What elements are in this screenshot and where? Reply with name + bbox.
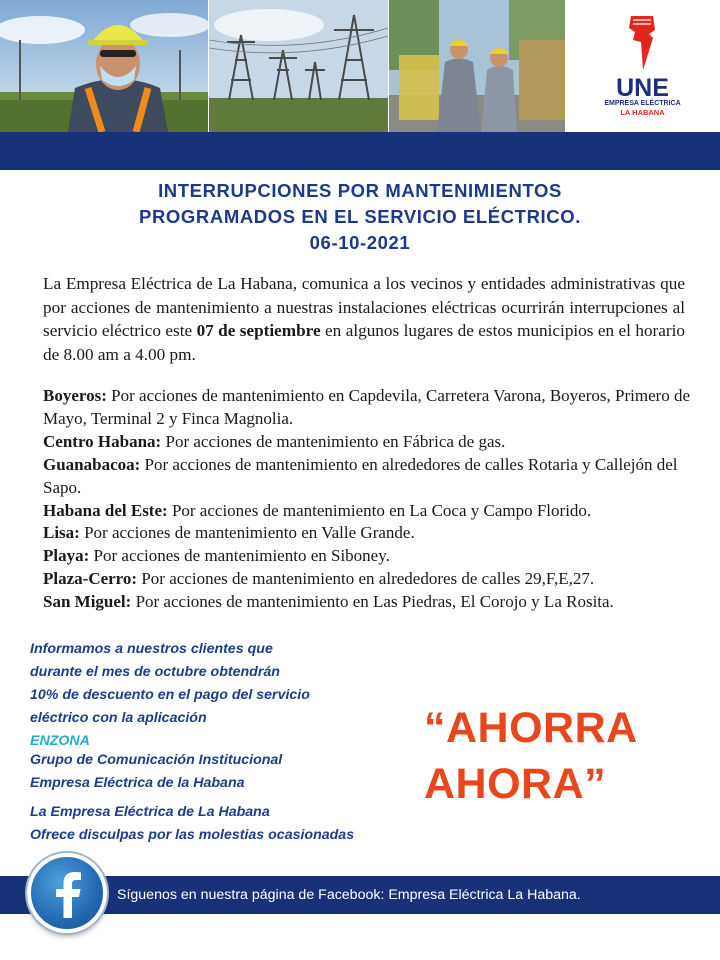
discount-notice (30, 638, 410, 753)
municipality-name: Habana del Este: (43, 500, 168, 520)
municipality-detail: Por acciones de mantenimiento en Siboney. (89, 546, 390, 566)
promo-line-1: Informamos a nuestros clientes que (30, 641, 273, 657)
facebook-follow-text: Síguenos en nuestra página de Facebook: Empresa Eléctrica La Habana. (117, 887, 581, 903)
logo-wordmark: UNE (616, 74, 669, 102)
municipality-name: Boyeros: (43, 386, 107, 405)
apology-notice (30, 801, 410, 847)
list-item (43, 545, 703, 568)
photo-workers-repair (389, 0, 565, 132)
facebook-icon[interactable] (27, 853, 107, 933)
municipality-name: Playa: (43, 546, 90, 566)
intro-text-end: en algunos lugares de estos municipios en el horario de 8.00 am a 4.00 pm. (43, 321, 685, 364)
group-line-1: Grupo de Comunicación Institucional (30, 752, 283, 768)
list-item (43, 454, 703, 500)
list-item (43, 500, 703, 523)
slogan-line-2: AHORA” (424, 760, 607, 808)
apology-line-2: Ofrece disculpas por las molestias ocasionadas (30, 827, 355, 843)
municipality-name: Guanabacoa: (43, 454, 141, 474)
une-logo (565, 0, 720, 132)
footer-bar (0, 876, 720, 914)
slogan-line-1: “AHORRA (424, 704, 638, 752)
title-date: 06-10-2021 (309, 232, 411, 253)
municipality-name: Lisa: (43, 523, 80, 543)
municipality-detail: Por acciones de mantenimiento en La Coca y Campo Florido. (167, 500, 592, 520)
list-item (43, 568, 703, 591)
promo-line-3: 10% de descuento en el pago del servicio (30, 687, 310, 703)
municipality-detail: Por acciones de mantenimiento en alrededores de calles Rotaria y Callejón del Sapo. (43, 454, 678, 497)
title-line-2: PROGRAMADOS EN EL SERVICIO ELÉCTRICO. (139, 206, 581, 227)
intro-paragraph (43, 272, 685, 366)
list-item (43, 431, 703, 454)
list-item (43, 591, 703, 614)
logo-subtitle: EMPRESA ELÉCTRICA (604, 100, 681, 107)
raised-fist-lightning-icon (623, 12, 663, 70)
municipality-detail: Por acciones de mantenimiento en Las Piedras, El Corojo y La Rosita. (131, 592, 614, 612)
intro-text: La Empresa Eléctrica de La Habana, comunica a los vecinos y entidades administrativas que por acciones de mantenimiento a nuestras instalaciones eléctricas ocurrirán interrupciones al servicio eléctrico este (43, 274, 685, 341)
enzona-app-name: ENZONA (30, 733, 90, 749)
municipality-detail: Por acciones de mantenimiento en Capdevila, Carretera Varona, Boyeros, Primero de Mayo, Terminal 2 y Finca Magnolia. (43, 386, 691, 428)
header-divider-band (0, 132, 720, 170)
list-item (43, 385, 703, 431)
municipality-name: Centro Habana: (43, 431, 162, 451)
municipality-name: San Miguel: (43, 592, 132, 612)
promo-line-2: durante el mes de octubre obtendrán (30, 664, 280, 680)
notice-title (60, 178, 660, 256)
logo-city: LA HABANA (620, 108, 665, 117)
municipality-name: Plaza-Cerro: (43, 569, 138, 589)
ahorra-ahora-slogan (424, 700, 714, 812)
municipality-detail: Por acciones de mantenimiento en Fábrica de gas. (161, 431, 506, 451)
photo-power-towers (209, 0, 388, 132)
group-line-2: Empresa Eléctrica de la Habana (30, 775, 245, 791)
promo-line-4 (30, 707, 410, 753)
header-banner (0, 0, 720, 132)
apology-line-1: La Empresa Eléctrica de La Habana (30, 804, 270, 820)
municipality-list (43, 385, 703, 614)
intro-date-highlight: 07 de septiembre (196, 321, 321, 341)
promo-line-4-text: eléctrico con la aplicación (30, 710, 207, 726)
communication-group-signature (30, 749, 410, 795)
municipality-detail: Por acciones de mantenimiento en alrededores de calles 29,F,E,27. (137, 569, 595, 589)
photo-worker-helmet-mask (0, 0, 208, 132)
municipality-detail: Por acciones de mantenimiento en Valle Grande. (79, 523, 415, 543)
title-line-1: INTERRUPCIONES POR MANTENIMIENTOS (158, 180, 562, 201)
facebook-f-glyph (53, 870, 83, 918)
list-item (43, 522, 703, 545)
